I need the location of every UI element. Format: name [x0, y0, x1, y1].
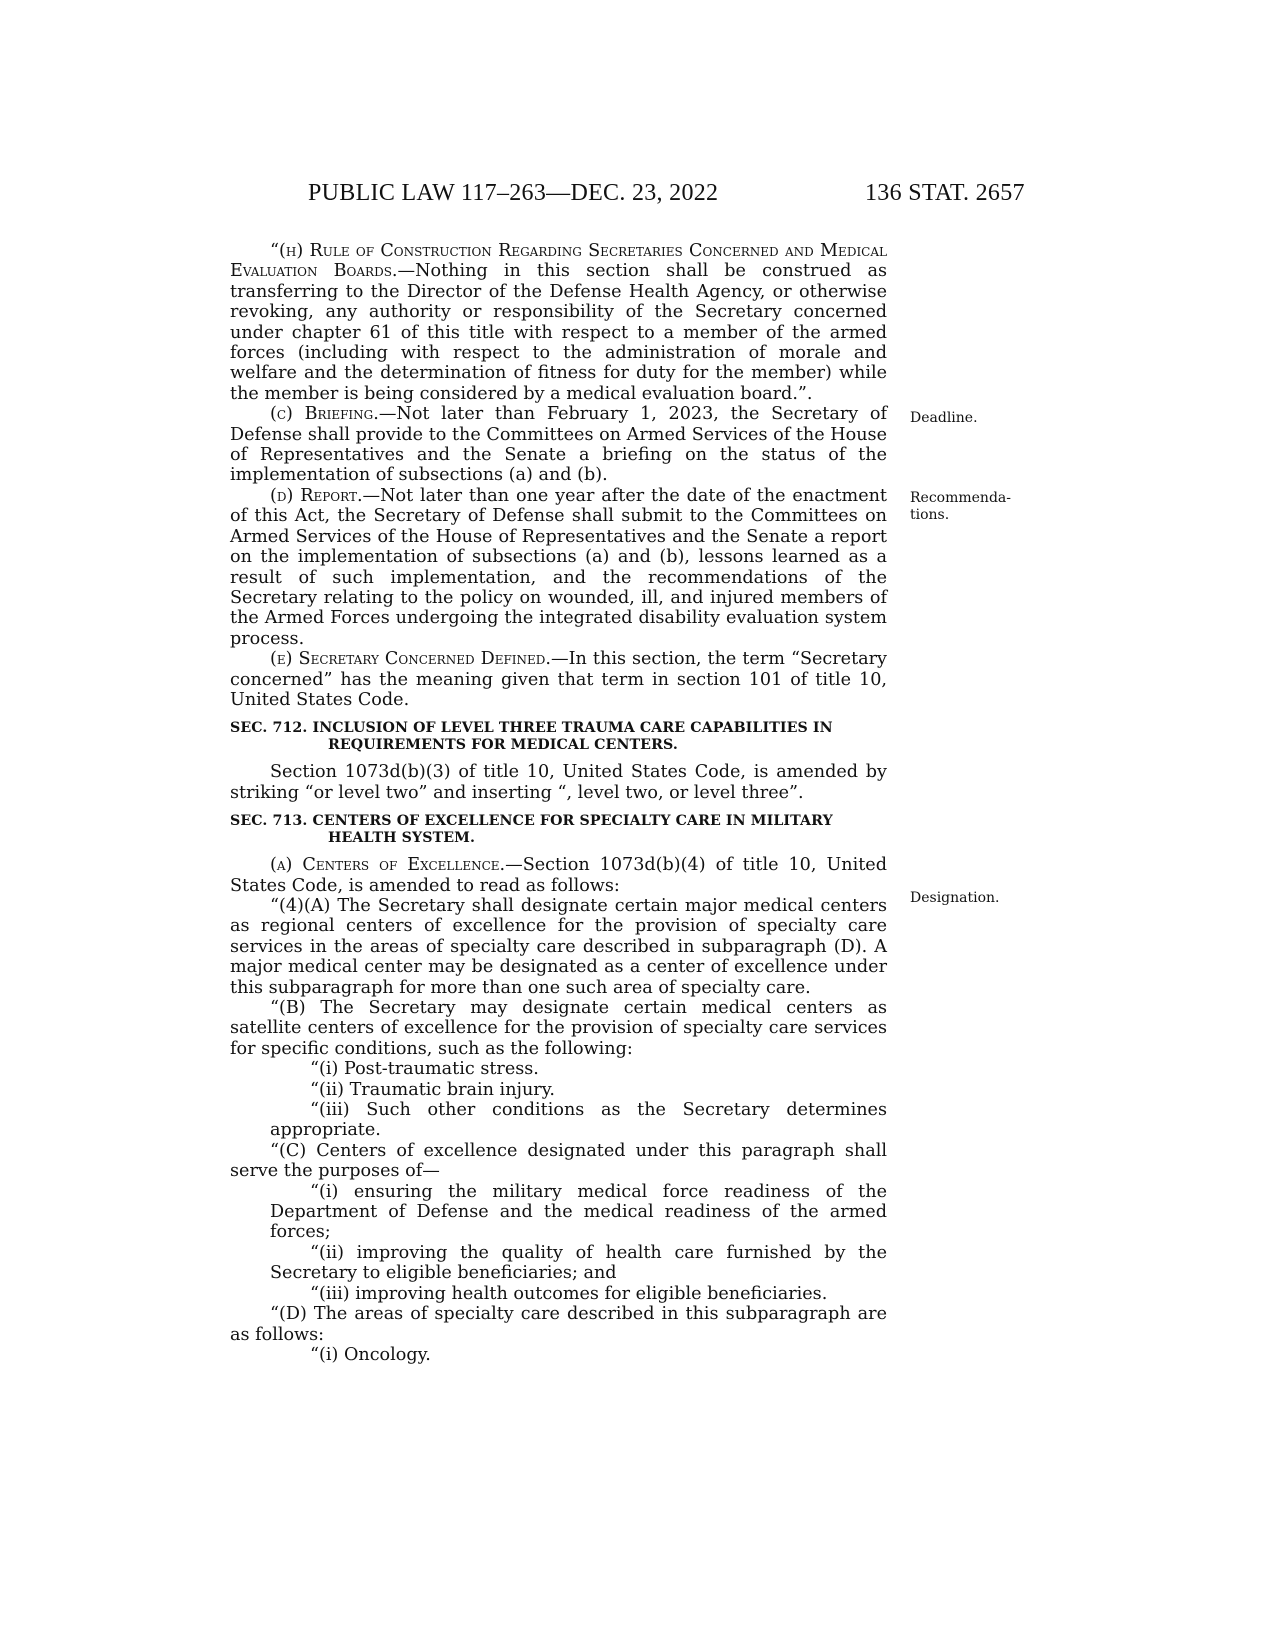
paragraph-C: “(C) Centers of excellence designated under this paragraph shall serve the purposes of—	[230, 1140, 887, 1182]
subsection-e	[230, 649, 887, 710]
subsection-e-text: —In this section, the term “Secretary concerned” has the meaning given that term in section 101 of title 10, United States Code.	[230, 649, 887, 710]
subsection-d-text: —Not later than one year after the date of the enactment of this Act, the Secretary of Defense shall submit to the Committees on Armed Services of the House of Representatives and the Senate a report on the implementation of subsections (a) and (b), lessons learned as a result of such implementation, and the recommendations of the Secretary relating to the policy on wounded, ill, and injured members of the Armed Forces undergoing the integrated disability evaluation system process.	[230, 485, 888, 649]
section-713-heading: SEC. 713. CENTERS OF EXCELLENCE FOR SPECIALTY CARE IN MILITARY HEALTH SYSTEM.	[230, 813, 833, 847]
margin-note-recommendations-line1: Recommenda-	[910, 490, 1011, 506]
paragraph-4A: “(4)(A) The Secretary shall designate certain major medical centers as regional centers of excellence for the provision of specialty care services in the areas of specialty care described in subparagraph (D). A major medical center may be designated as a center of excellence under this subparagraph for more than one such area of specialty care.	[230, 895, 887, 998]
subsection-a-text: —Section 1073d(b)(4) of title 10, United States Code, is amended to read as follows:	[230, 855, 887, 896]
subsection-d-heading: (d) Report.	[270, 485, 363, 506]
subsection-a-heading: (a) Centers of Excellence.	[270, 855, 506, 876]
paragraph-D: “(D) The areas of specialty care described in this subparagraph are as follows:	[230, 1304, 887, 1345]
paragraph-B-clause-ii: “(ii) Traumatic brain injury.	[310, 1079, 555, 1100]
margin-note-recommendations-line2: tions.	[910, 507, 950, 523]
document-body	[230, 241, 887, 1365]
paragraph-D-clause-i: “(i) Oncology.	[310, 1344, 431, 1365]
page-header	[0, 180, 1275, 216]
subsection-h-heading: “(h) Rule of Construction Regarding Secretaries Concerned and Medical Evaluation Boards.	[230, 241, 887, 282]
running-head: PUBLIC LAW 117–263—DEC. 23, 2022	[308, 180, 719, 206]
paragraph-B-clause-iii: “(iii) Such other conditions as the Secretary determines appropriate.	[270, 1100, 887, 1141]
section-712-text: Section 1073d(b)(3) of title 10, United States Code, is amended by striking “or level two” and inserting “, level two, or level three”.	[230, 762, 887, 803]
paragraph-B: “(B) The Secretary may designate certain medical centers as satellite centers of excellence for the provision of specialty care services for specific conditions, such as the following:	[230, 998, 887, 1059]
subsection-e-heading: (e) Secretary Concerned Defined.	[270, 649, 552, 670]
subsection-a	[230, 855, 887, 896]
subsection-c-heading: (c) Briefing.	[270, 404, 379, 425]
paragraph-C-clause-iii: “(iii) improving health outcomes for eligible beneficiaries.	[310, 1283, 828, 1304]
subsection-h-text: —Nothing in this section shall be construed as transferring to the Director of the Defense Health Agency, or otherwise revoking, any authority or responsibility of the Secretary concerned under chapter 61 of this title with respect to a member of the armed forces (including with respect to the administration of morale and welfare and the determination of fitness for duty for the member) while the member is being considered by a medical evaluation board.”.	[230, 261, 887, 404]
subsection-h	[230, 241, 887, 404]
margin-note-recommendations	[910, 490, 1020, 524]
section-712-heading: SEC. 712. INCLUSION OF LEVEL THREE TRAUMA CARE CAPABILITIES IN REQUIREMENTS FOR MEDICAL CENTERS.	[230, 720, 833, 754]
subsection-d	[230, 486, 887, 649]
paragraph-C-clause-ii: “(ii) improving the quality of health care furnished by the Secretary to eligible beneficiaries; and	[270, 1242, 887, 1284]
margin-note-deadline: Deadline.	[910, 410, 978, 426]
page-number: 136 STAT. 2657	[865, 180, 1025, 206]
paragraph-C-clause-i: “(i) ensuring the military medical force readiness of the Department of Defense and the medical readiness of the armed forces;	[270, 1181, 887, 1243]
margin-note-designation: Designation.	[910, 890, 1000, 906]
paragraph-B-clause-i: “(i) Post-traumatic stress.	[310, 1059, 539, 1080]
subsection-c	[230, 404, 887, 486]
subsection-c-text: —Not later than February 1, 2023, the Secretary of Defense shall provide to the Committees on Armed Services of the House of Representatives and the Senate a briefing on the status of the implementation of subsections (a) and (b).	[230, 404, 887, 486]
